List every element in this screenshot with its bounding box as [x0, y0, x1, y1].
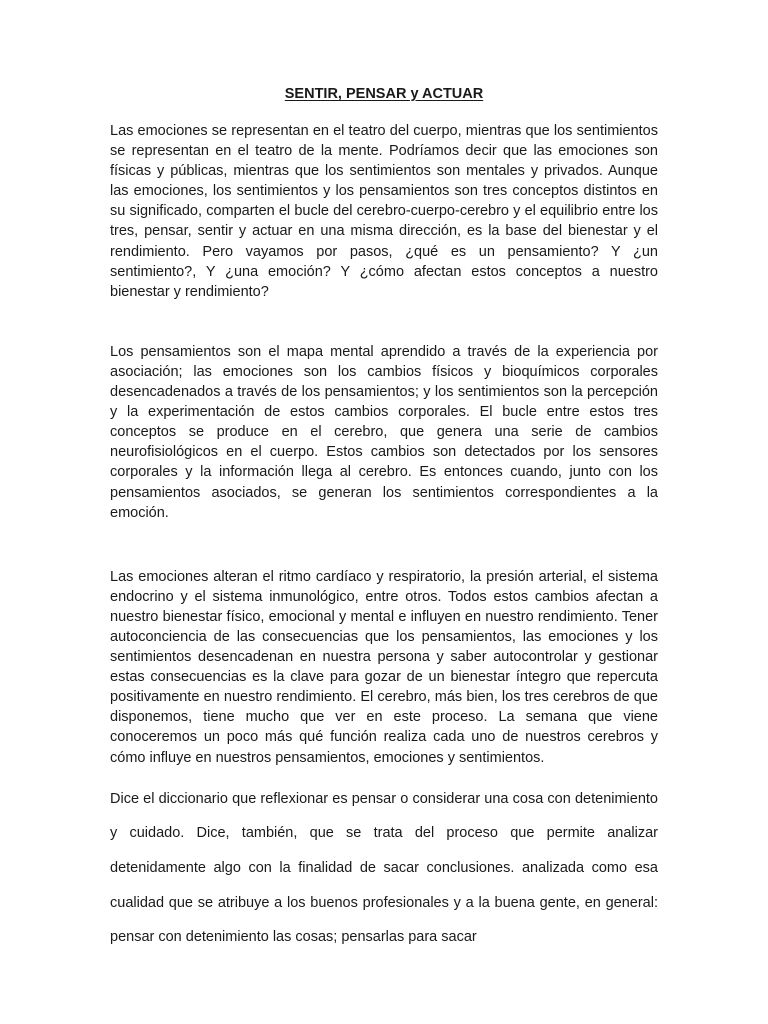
paragraph-thoughts-definition: Los pensamientos son el mapa mental aprendido a través de la experiencia por asociación; las emociones son los cambios físicos y bioquímicos corporales desencadenados a través de los pensamientos; y los sentimientos son la percepción y la experimentación de estos cambios corporales. El bucle entre estos tres conceptos se produce en el cerebro, que genera una serie de cambios neurofisiológicos en el cuerpo. Estos cambios son detectados por los sensores corporales y la información llega al cerebro. Es entonces cuando, junto con los pensamientos asociados, se generan los sentimientos correspondientes a la emoción.	[110, 343, 658, 521]
paragraph-reflect-definition: Dice el diccionario que reflexionar es pensar o considerar una cosa con detenimiento y cuidado. Dice, también, que se trata del proceso que permite analizar detenidamente algo con la finalidad de sacar conclusiones. analizada como esa cualidad que se atribuye a los buenos profesionales y a la buena gente, en general: pensar con detenimiento las cosas; pensarlas para sacar	[110, 790, 658, 946]
paragraph-emotions-effects: Las emociones alteran el ritmo cardíaco y respiratorio, la presión arterial, el sistema endocrino y el sistema inmunológico, entre otros. Todos estos cambios afectan a nuestro bienestar físico, emocional y mental e influyen en nuestro rendimiento. Tener autoconciencia de las consecuencias que los pensamientos, las emociones y los sentimientos desencadenan en nuestra persona y saber autocontrolar y gestionar estas consecuencias es la clave para gozar de un bienestar íntegro que repercuta positivamente en nuestro rendimiento. El cerebro, más bien, los tres cerebros de que disponemos, tiene mucho que ver en este proceso. La semana que viene conoceremos un poco más qué función realiza cada uno de nuestros cerebros y cómo influye en nuestros pensamientos, emociones y sentimientos.	[110, 568, 658, 766]
document-title: SENTIR, PENSAR y ACTUAR	[284, 86, 484, 102]
document-page	[110, 84, 658, 955]
paragraph-emotions-feelings: Las emociones se representan en el teatro del cuerpo, mientras que los sentimientos se representan en el teatro de la mente. Podríamos decir que las emociones son físicas y públicas, mientras que los sentimientos son mentales y privados. Aunque las emociones, los sentimientos y los pensamientos son tres conceptos distintos en su significado, comparten el bucle del cerebro-cuerpo-cerebro y el equilibrio entre los tres, pensar, sentir y actuar en una misma dirección, es la base del bienestar y el rendimiento. Pero vayamos por pasos, ¿qué es un pensamiento? Y ¿un sentimiento?, Y ¿una emoción? Y ¿cómo afectan estos conceptos a nuestro bienestar y rendimiento?	[110, 123, 658, 300]
